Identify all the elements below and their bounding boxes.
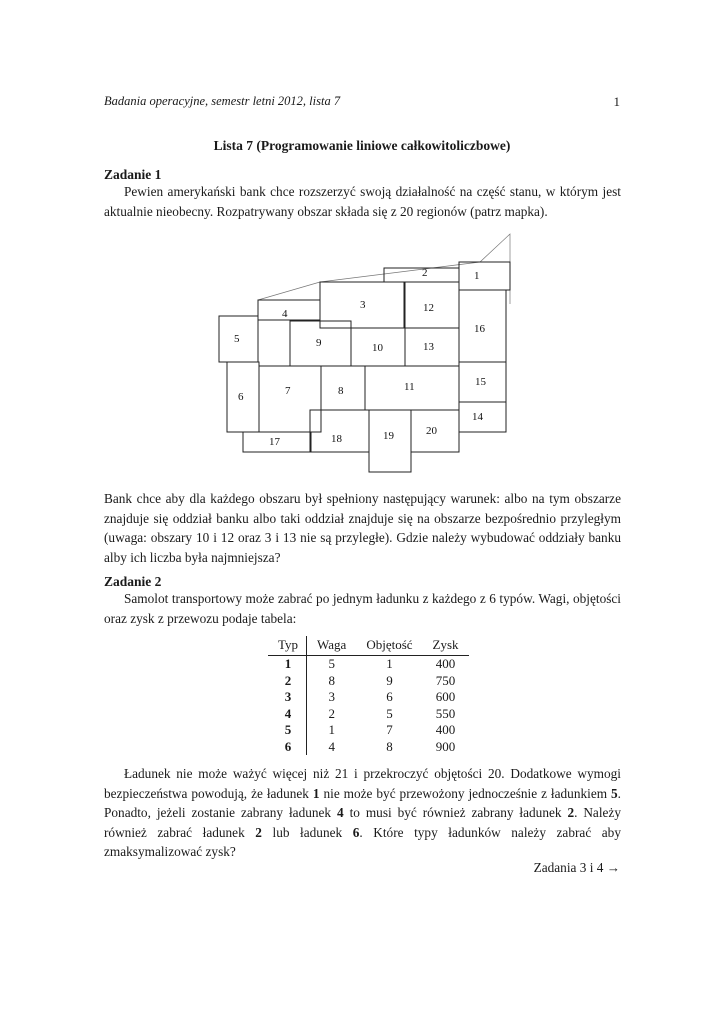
task2-intro [104,589,621,628]
weight-cell: 5 [328,656,335,671]
table-header-row [268,636,469,656]
region-label: 7 [285,385,291,397]
region-label: 8 [338,385,344,397]
region-label: 19 [383,430,394,442]
task2-constraints [104,764,621,862]
type-cell: 3 [268,689,307,706]
profit-cell: 750 [435,672,456,688]
weight-cell: 3 [328,689,335,704]
next-tasks-link[interactable]: Zadania 3 i 4 → [533,860,620,875]
constraints-text: . Ponadto, jeżeli zostanie zabrany ładunek [104,785,621,820]
constraints-text: nie może być przewożony jednocześnie z ładunkiem [319,785,612,801]
cargo-ref: 5 [611,785,618,801]
region-map [210,228,520,476]
page-number: 1 [613,94,620,109]
table-row [268,673,469,690]
table-row [268,656,469,673]
table-row [268,722,469,739]
weight-cell: 8 [328,672,335,688]
cargo-ref: 6 [352,824,360,840]
table-row [268,689,469,706]
cargo-table [268,636,469,755]
region-label: 16 [474,323,485,335]
region-label: 10 [372,342,383,354]
column-header: Zysk [423,636,469,656]
profit-cell: 550 [435,705,456,721]
region-label: 11 [404,381,415,393]
region-1 [459,262,510,290]
task1-intro [104,182,621,221]
volume-cell: 5 [386,705,393,721]
cargo-ref: 4 [337,805,344,820]
region-18 [310,410,369,452]
task1-question: Bank chce aby dla każdego obszaru był spełniony następujący warunek: albo na tym obszarze znajduje się oddział banku albo taki oddział znajduje się na obszarze bezpośrednio przyległym (uwaga: obszary 10 i 12 oraz 3 i 13 nie są przyległe). Gdzie należy wybudować oddziały banku alby ich liczba była najmniejsza? [104,491,621,565]
type-cell: 2 [268,673,307,690]
volume-cell: 9 [386,672,393,688]
weight-cell: 4 [328,738,335,754]
type-cell: 5 [268,722,307,739]
profit-cell: 600 [435,689,456,704]
task2-intro-text: Samolot transportowy może zabrać po jednym ładunku z każdego z 6 typów. Wagi, objętości oraz zysk z przewozu podaje tabela: [104,591,621,626]
region-label: 15 [475,376,486,388]
region-label: 13 [423,341,434,353]
weight-cell: 1 [328,722,335,737]
volume-cell: 1 [386,656,393,671]
region-label: 6 [238,391,244,403]
weight-cell: 2 [328,705,335,721]
region-label: 18 [331,433,342,445]
region-label: 9 [316,337,322,349]
constraints-text: Ładunek nie może ważyć więcej niż 21 i przekroczyć objętości 20. Dodatkowe wymogi bezpieczeństwa powodują, że ładunek [104,766,621,801]
column-header: Objętość [356,636,422,656]
type-cell: 4 [268,706,307,723]
region-4 [258,300,320,320]
profit-cell: 400 [435,656,456,671]
page-header [104,94,620,109]
region-label: 3 [360,299,366,311]
profit-cell: 900 [435,738,456,754]
constraints-text: . Należy również zabrać ładunek [104,805,621,840]
region-7 [259,366,321,432]
course-header: Badania operacyjne, semestr letni 2012, lista 7 [104,94,341,108]
volume-cell: 6 [386,689,393,704]
column-header: Waga [307,636,357,656]
region-label: 14 [472,411,483,423]
cargo-ref: 1 [312,785,320,801]
column-header: Typ [268,636,307,656]
type-cell: 1 [268,656,307,673]
page-title: Lista 7 (Programowanie liniowe całkowitoliczbowe) [213,138,511,153]
table-row [268,706,469,723]
region-label: 4 [282,308,288,320]
constraints-text: lub ładunek [261,824,353,840]
type-cell: 6 [268,739,307,756]
task1-intro-text: Pewien amerykański bank chce rozszerzyć swoją działalność na część stanu, w którym jest aktualnie nieobecny. Rozpatrywany obszar składa się z 20 regionów (patrz mapka). [104,184,621,219]
constraints-text: to musi być również zabrany ładunek [343,805,568,820]
region-label: 5 [234,333,240,345]
volume-cell: 8 [386,738,393,754]
cargo-ref: 2 [255,824,262,840]
volume-cell: 7 [386,722,393,737]
region-label: 17 [269,436,280,448]
task2-heading: Zadanie 2 [104,574,162,589]
cargo-ref: 2 [567,805,575,820]
constraints-text: . Które typy ładunków należy zabrać aby zmaksymalizować zysk? [104,824,621,859]
task1-heading: Zadanie 1 [104,167,162,182]
profit-cell: 400 [435,722,456,737]
region-label: 20 [426,425,437,437]
region-label: 2 [422,267,428,279]
region-label: 12 [423,302,434,314]
region-label: 1 [474,270,480,282]
table-row [268,739,469,756]
